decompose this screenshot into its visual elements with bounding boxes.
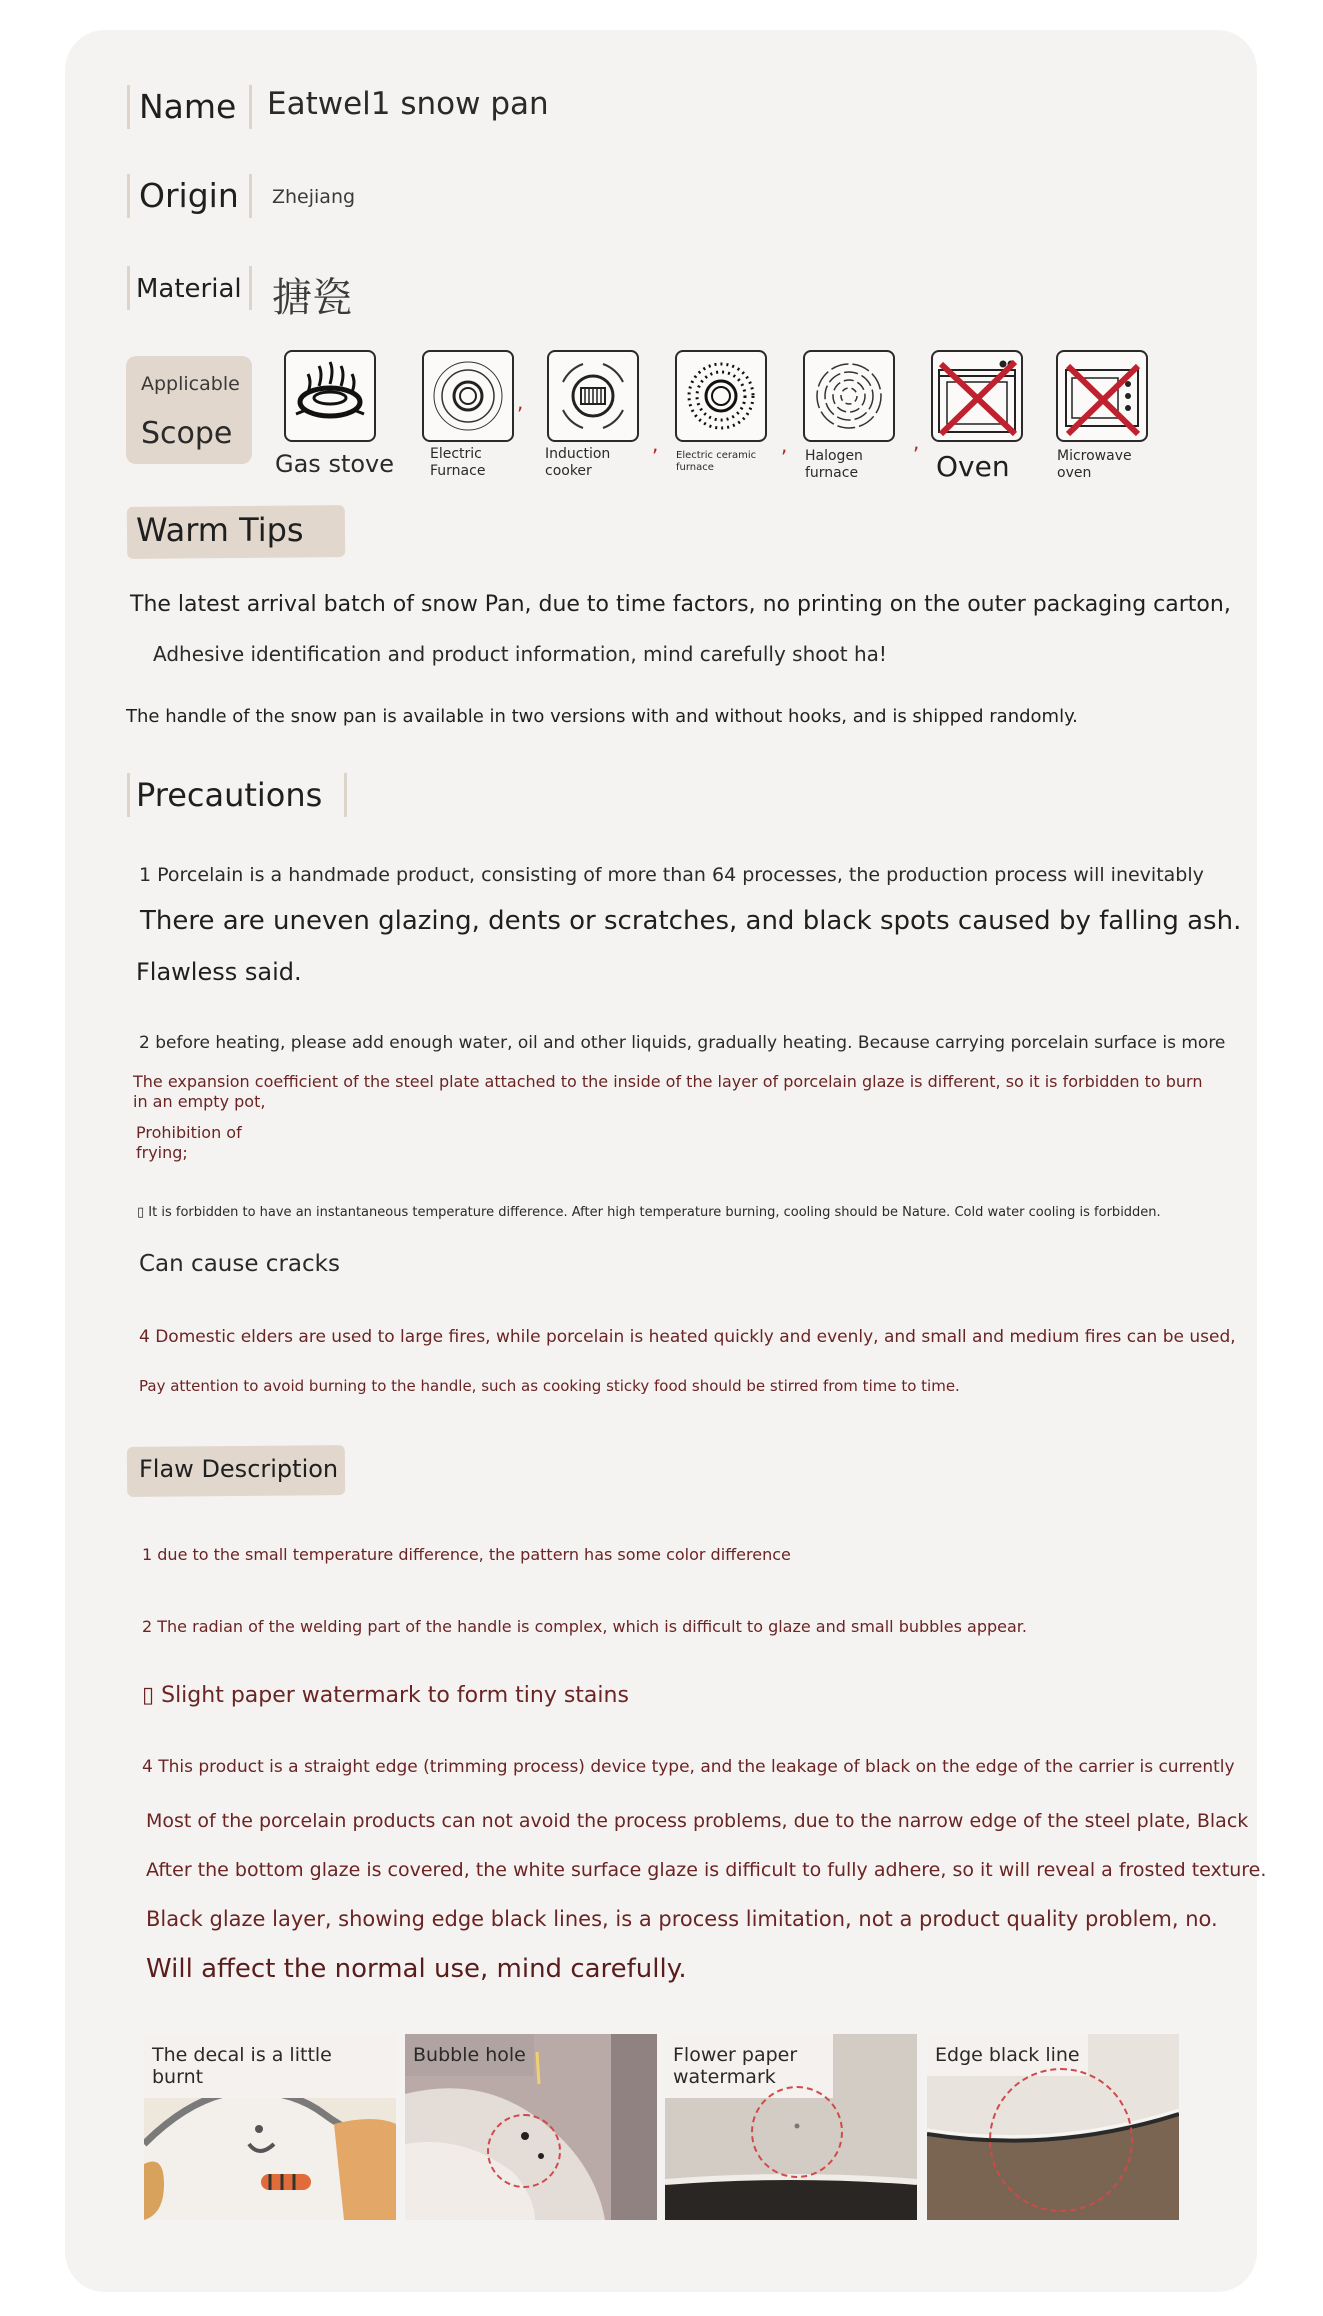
precautions-title: Precautions xyxy=(136,776,323,814)
photo-paper-watermark xyxy=(665,2034,917,2220)
separator-mark: , xyxy=(781,433,788,457)
flaw-4-line-5: Will affect the normal use, mind carefully. xyxy=(146,1954,687,1984)
photo-decal-burnt xyxy=(144,2034,396,2220)
photo-edge-black-line xyxy=(927,2034,1179,2220)
induction-cooker-icon xyxy=(547,350,639,442)
precaution-4-line-1: 4 Domestic elders are used to large fires, while porcelain is heated quickly and evenly, and small and medium fires can be used, xyxy=(139,1327,1236,1347)
material-value: 搪瓷 xyxy=(272,275,352,321)
separator-mark: , xyxy=(913,430,920,454)
flaw-4-line-4: Black glaze layer, showing edge black lines, is a process limitation, not a product quality problem, no. xyxy=(146,1907,1218,1931)
gas-stove-icon xyxy=(284,350,376,442)
origin-value: Zhejiang xyxy=(272,186,356,208)
scope-label-electric-ceramic-furnace: Electric ceramic furnace xyxy=(676,450,757,473)
flaw-4-line-2: Most of the porcelain products can not avoid the process problems, due to the narrow edge of the steel plate, Black xyxy=(146,1810,1249,1832)
flaw-2: 2 The radian of the welding part of the handle is complex, which is difficult to glaze and small bubbles appear. xyxy=(142,1617,1027,1636)
highlight-circle xyxy=(751,2086,843,2178)
name-value: Eatwel1 snow pan xyxy=(267,86,549,122)
scope-label-oven: Oven xyxy=(936,450,1010,483)
material-label: Material xyxy=(136,274,242,304)
flaw-4-line-1: 4 This product is a straight edge (trimming process) device type, and the leakage of black on the edge of the carrier is currently xyxy=(142,1757,1235,1777)
precaution-2-line-1: 2 before heating, please add enough water, oil and other liquids, gradually heating. Because carrying porcelain surface is more xyxy=(139,1033,1226,1053)
precaution-1-line-2: There are uneven glazing, dents or scratches, and black spots caused by falling ash. xyxy=(140,906,1242,936)
origin-label: Origin xyxy=(139,176,239,215)
precaution-4-line-2: Pay attention to avoid burning to the handle, such as cooking sticky food should be stirred from time to time. xyxy=(139,1377,960,1395)
precaution-2-line-3: Prohibition of frying; xyxy=(136,1123,242,1162)
scope-label-gas-stove: Gas stove xyxy=(275,450,395,478)
photo-label: The decal is a little burnt xyxy=(144,2034,396,2098)
microwave-oven-icon xyxy=(1056,350,1148,442)
flaw-description-title: Flaw Description xyxy=(139,1455,339,1483)
precaution-1-line-3: Flawless said. xyxy=(136,958,302,986)
flaw-4-line-3: After the bottom glaze is covered, the white surface glaze is difficult to fully adhere, so it will reveal a frosted texture. xyxy=(146,1859,1267,1881)
scope-label-microwave-oven: Microwave oven xyxy=(1057,448,1132,481)
precaution-2-line-2: The expansion coefficient of the steel plate attached to the inside of the layer of porcelain glaze is different, so it is forbidden to burn in an empty pot, xyxy=(133,1072,1203,1111)
electric-furnace-icon xyxy=(422,350,514,442)
scope-label-halogen-furnace: Halogen furnace xyxy=(805,448,863,481)
scope-label-induction-cooker: Induction cooker xyxy=(545,446,611,479)
photo-label: Flower paper watermark xyxy=(665,2034,833,2098)
precaution-3-line-2: Can cause cracks xyxy=(139,1251,340,1277)
precaution-3-line-1: ▯ It is forbidden to have an instantaneous temperature difference. After high temperature burning, cooling should be Nature. Cold water cooling is forbidden. xyxy=(137,1205,1161,1220)
name-label: Name xyxy=(139,87,237,126)
highlight-circle xyxy=(989,2068,1133,2212)
oven-icon xyxy=(931,350,1023,442)
separator-mark: , xyxy=(652,432,659,456)
photo-label: Edge black line xyxy=(927,2034,1088,2076)
scope-label-bottom: Scope xyxy=(141,416,233,451)
separator-mark: , xyxy=(517,390,524,414)
flaw-1: 1 due to the small temperature difference, the pattern has some color difference xyxy=(142,1545,791,1564)
flaw-3: ▯ Slight paper watermark to form tiny stains xyxy=(142,1683,629,1708)
electric-ceramic-furnace-icon xyxy=(675,350,767,442)
warm-tips-line-2: Adhesive identification and product information, mind carefully shoot ha! xyxy=(153,642,887,666)
photo-label: Bubble hole xyxy=(405,2034,534,2076)
scope-label-electric-furnace: Electric Furnace xyxy=(430,446,486,479)
highlight-circle xyxy=(487,2114,561,2188)
photo-bubble-hole xyxy=(405,2034,657,2220)
warm-tips-line-1: The latest arrival batch of snow Pan, due to time factors, no printing on the outer packaging carton, xyxy=(130,592,1231,617)
warm-tips-line-3: The handle of the snow pan is available in two versions with and without hooks, and is shipped randomly. xyxy=(126,706,1078,727)
warm-tips-title: Warm Tips xyxy=(136,511,304,549)
halogen-furnace-icon xyxy=(803,350,895,442)
scope-label-top: Applicable xyxy=(141,373,240,395)
precaution-1-line-1: 1 Porcelain is a handmade product, consisting of more than 64 processes, the production process will inevitably xyxy=(139,864,1204,886)
